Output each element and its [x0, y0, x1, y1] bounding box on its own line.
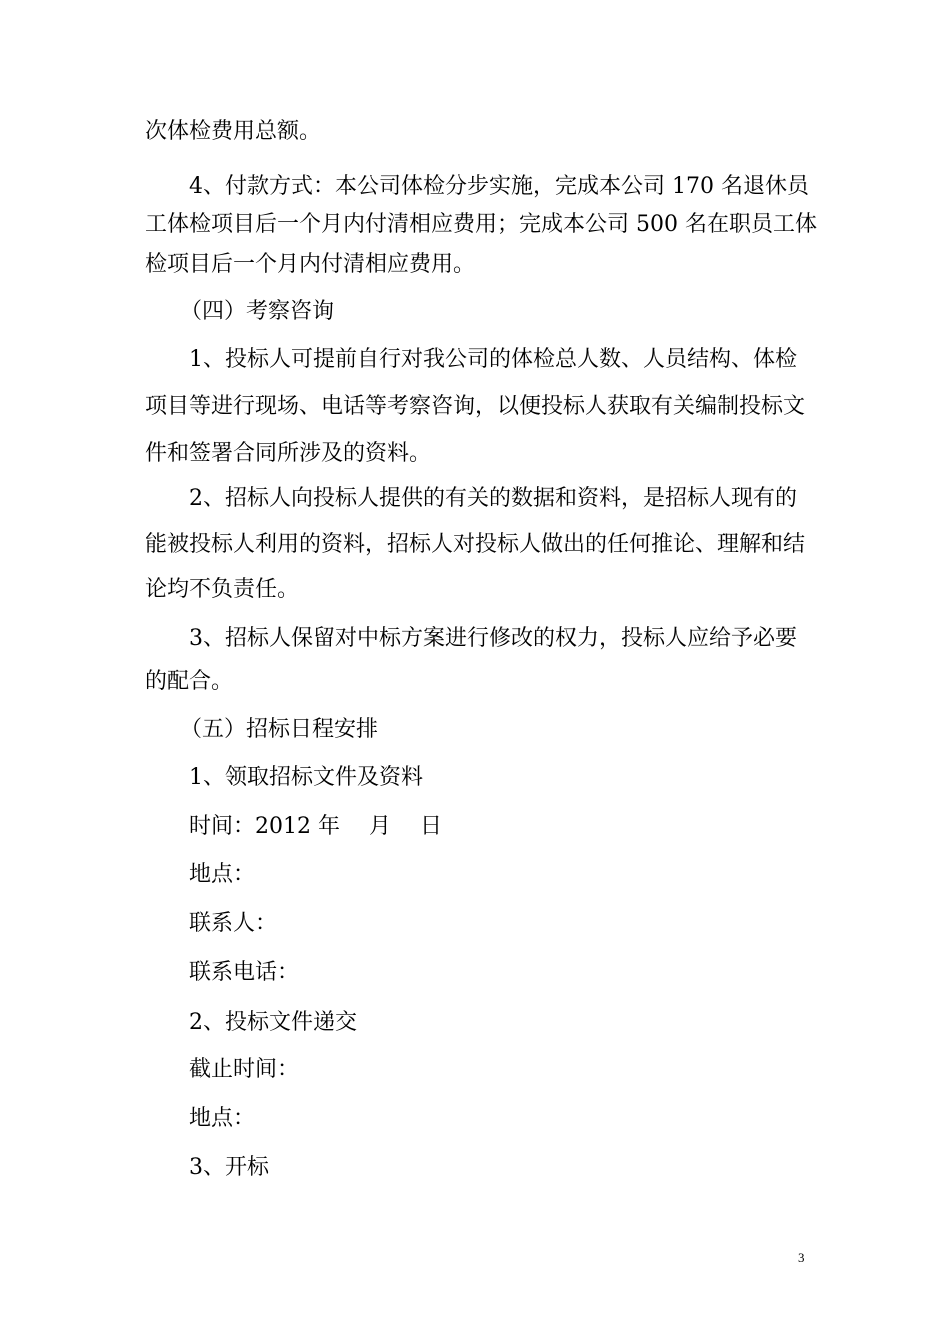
body-text-line: 时间：2012 年 月 日	[189, 814, 442, 839]
section-heading: （四）考察咨询	[180, 299, 335, 324]
body-text-line: 联系电话：	[189, 960, 300, 985]
body-text-line: 联系人：	[189, 911, 278, 936]
body-text-line: 能被投标人利用的资料，招标人对投标人做出的任何推论、理解和结	[145, 532, 806, 557]
section-heading: （五）招标日程安排	[180, 717, 379, 742]
body-text-line: 件和签署合同所涉及的资料。	[145, 441, 432, 466]
body-text-line: 1、领取招标文件及资料	[189, 765, 423, 790]
body-text-line: 2、招标人向投标人提供的有关的数据和资料，是招标人现有的	[189, 486, 797, 511]
page-number: 3	[798, 1250, 805, 1265]
body-text-line: 次体检费用总额。	[145, 119, 322, 144]
body-text-line: 3、开标	[189, 1155, 269, 1180]
body-text-line: 截止时间：	[189, 1057, 300, 1082]
body-text-line: 的配合。	[145, 669, 234, 694]
body-text-line: 地点：	[189, 862, 256, 887]
body-text-line: 2、投标文件递交	[189, 1010, 357, 1035]
body-text-line: 4、付款方式：本公司体检分步实施，完成本公司 170 名退休员	[189, 174, 809, 199]
body-text-line: 3、招标人保留对中标方案进行修改的权力，投标人应给予必要	[189, 626, 797, 651]
body-text-line: 地点：	[189, 1106, 256, 1131]
body-text-line: 论均不负责任。	[145, 577, 300, 602]
body-text-line: 1、投标人可提前自行对我公司的体检总人数、人员结构、体检	[189, 347, 797, 372]
body-text-line: 项目等进行现场、电话等考察咨询，以便投标人获取有关编制投标文	[145, 394, 806, 419]
body-text-line: 检项目后一个月内付清相应费用。	[145, 252, 476, 277]
body-text-line: 工体检项目后一个月内付清相应费用；完成本公司 500 名在职员工体	[145, 212, 817, 237]
